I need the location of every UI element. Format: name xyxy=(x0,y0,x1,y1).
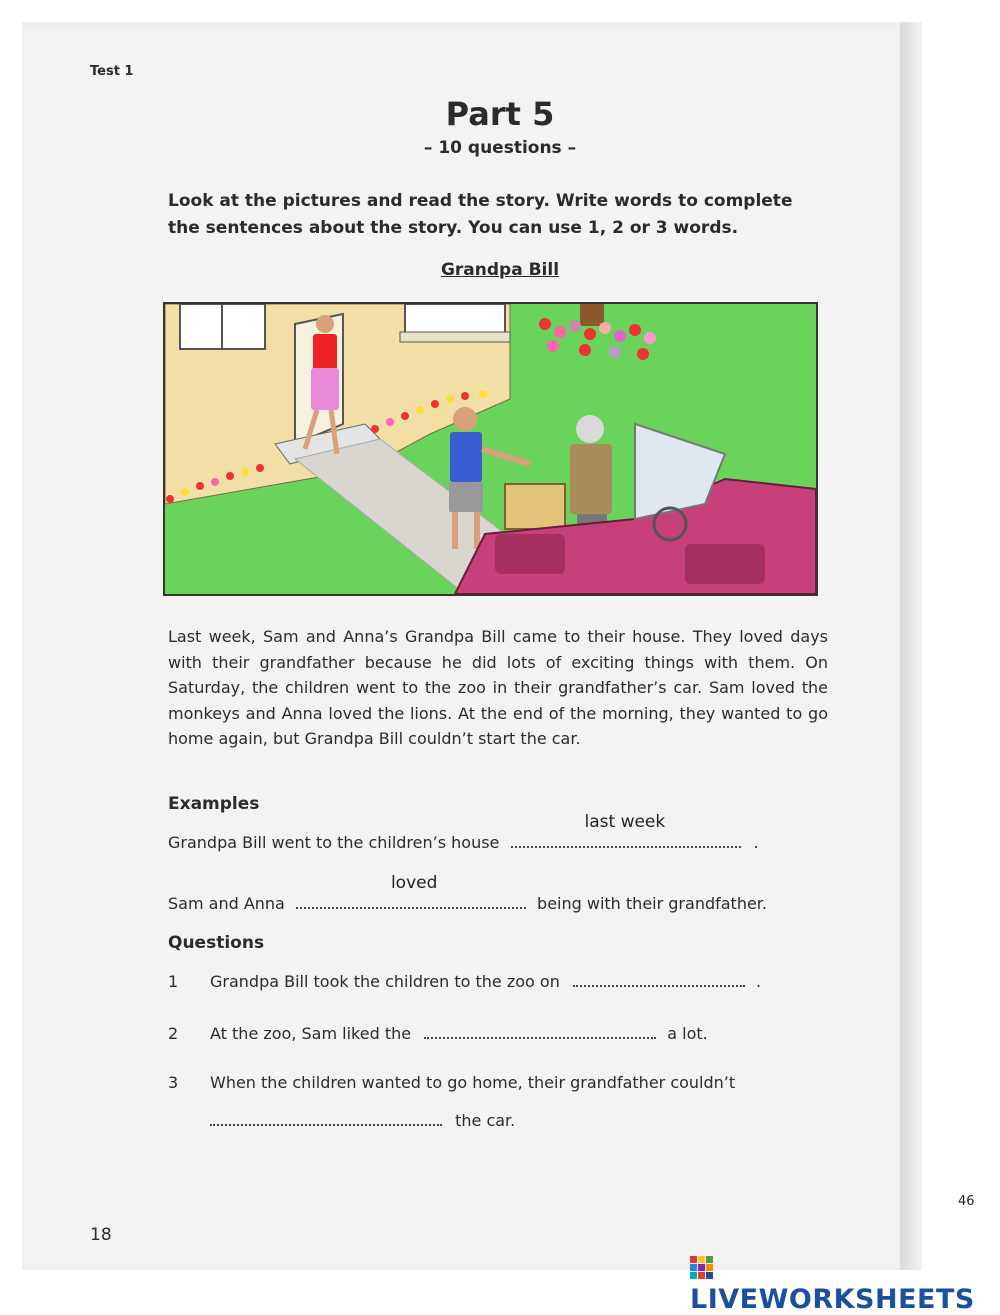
example-2 xyxy=(168,873,767,913)
question-2-end: a lot. xyxy=(667,1024,708,1043)
example-2-answer-line xyxy=(296,873,526,909)
question-3-end: the car. xyxy=(455,1111,516,1130)
example-1-text: Grandpa Bill went to the children’s house xyxy=(168,833,500,852)
question-1-answer-blank[interactable] xyxy=(573,971,745,987)
question-2 xyxy=(168,1023,708,1043)
question-1-text: Grandpa Bill took the children to the zoo on xyxy=(210,972,560,991)
examples-heading: Examples xyxy=(168,794,260,814)
story-title: Grandpa Bill xyxy=(440,260,560,280)
example-1-answer: last week xyxy=(584,812,666,832)
question-1-end: . xyxy=(756,972,762,991)
question-2-number: 2 xyxy=(168,1024,179,1043)
illustration-svg xyxy=(165,304,816,594)
question-3-answer-blank[interactable] xyxy=(210,1110,442,1126)
brand-text: LIVEWORKSHEETS xyxy=(690,1284,975,1315)
question-3-number: 3 xyxy=(168,1073,179,1092)
part-title: Part 5 xyxy=(445,95,555,133)
liveworksheets-brand[interactable] xyxy=(690,1253,1000,1315)
example-2-answer: loved xyxy=(390,873,438,893)
instructions: Look at the pictures and read the story. Write words to complete the sentences about the story. You can use 1, 2 or 3 words. xyxy=(168,191,793,238)
page-edge-shadow xyxy=(900,22,922,1270)
question-3-text: When the children wanted to go home, their grandfather couldn’t xyxy=(210,1073,736,1092)
example-1-end: . xyxy=(753,833,759,852)
page-number: 18 xyxy=(90,1225,112,1245)
question-1-number: 1 xyxy=(168,972,179,991)
question-3-continued xyxy=(210,1110,515,1130)
worksheet-number: 46 xyxy=(958,1194,975,1209)
story-illustration xyxy=(163,302,818,596)
question-3 xyxy=(168,1073,735,1092)
part-subtitle: – 10 questions – xyxy=(423,138,577,158)
question-2-text: At the zoo, Sam liked the xyxy=(210,1024,412,1043)
example-2-end: being with their grandfather. xyxy=(537,894,767,913)
test-label: Test 1 xyxy=(90,64,134,79)
liveworksheets-logo-icon xyxy=(690,1256,714,1280)
example-1 xyxy=(168,812,759,852)
story-text: Last week, Sam and Anna’s Grandpa Bill came to their house. They loved days with their grandfather because he did lots of exciting things with them. On Saturday, the children went to the zoo in their grandfather’s car. Sam loved the monkeys and Anna loved the lions. At the end of the morning, they wanted to go home again, but Grandpa Bill couldn’t start the car. xyxy=(168,627,828,748)
example-1-answer-line xyxy=(511,812,741,848)
questions-heading: Questions xyxy=(168,933,265,953)
question-2-answer-blank[interactable] xyxy=(424,1023,656,1039)
question-1 xyxy=(168,971,761,991)
example-2-text: Sam and Anna xyxy=(168,894,285,913)
